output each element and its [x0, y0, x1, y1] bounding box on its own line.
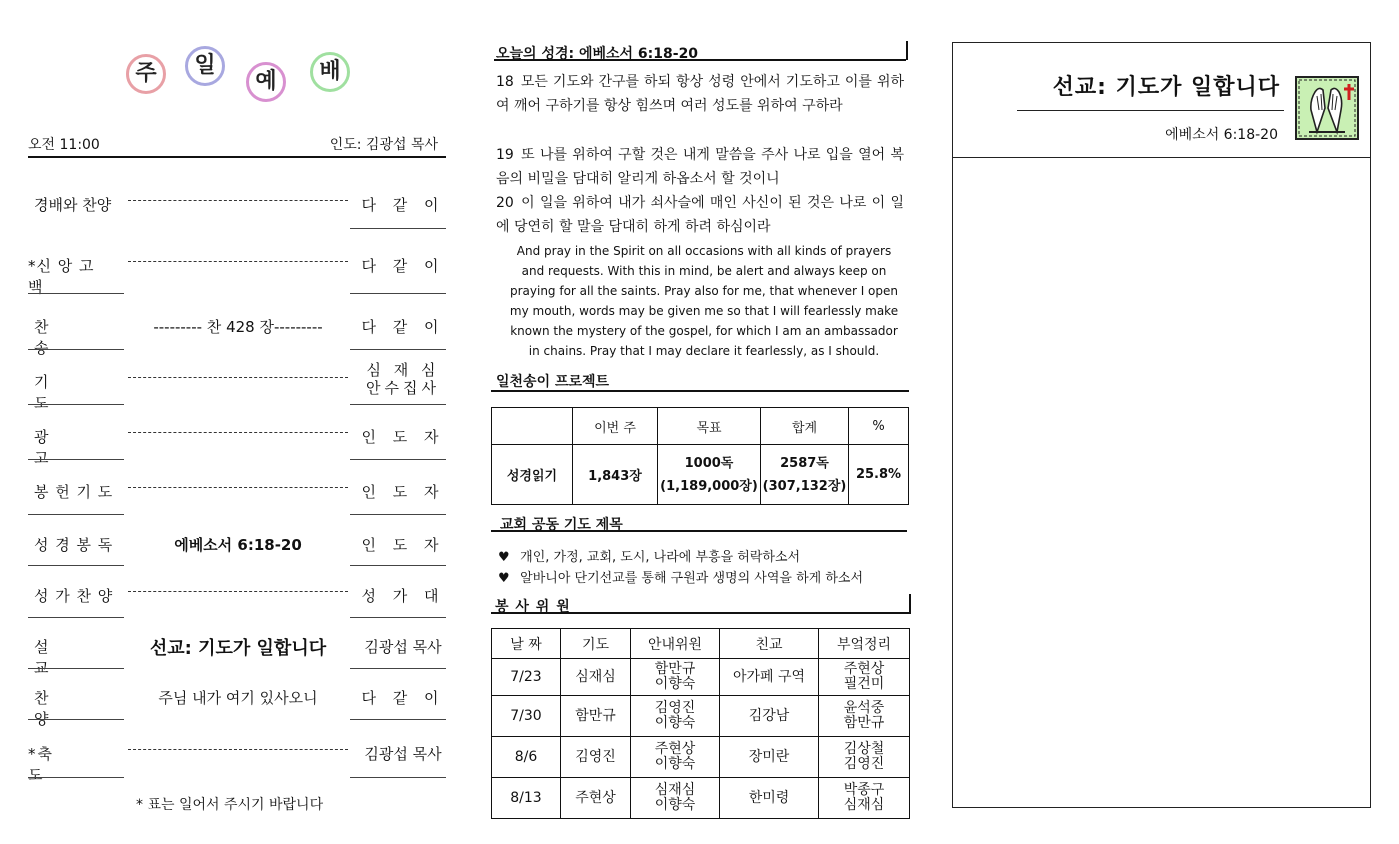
order-item — [28, 422, 446, 467]
order-scripture: 에베소서 6:18-20 — [128, 534, 348, 555]
service-leader: 인도: 김광섭 목사 — [329, 137, 438, 153]
goal-count: 1000독 — [684, 455, 734, 471]
project-table — [491, 407, 909, 505]
divider — [350, 459, 446, 460]
guide-cell: 심재심 이향숙 — [631, 778, 720, 819]
prayer-cell: 함만규 — [561, 696, 631, 737]
prayer-text: 개인, 가정, 교회, 도시, 나라에 부흥을 허락하소서 — [520, 550, 801, 565]
table-header — [492, 408, 573, 445]
total-count: 2587독 — [780, 455, 829, 471]
this-week-cell: 1,843장 — [573, 445, 658, 505]
table-header-row — [492, 629, 910, 659]
divider — [28, 293, 124, 294]
divider — [350, 349, 446, 350]
title-char-1: 주 — [126, 54, 166, 94]
service-heading: 봉 사 위 원 — [495, 599, 571, 615]
praying-hands-icon — [1295, 76, 1359, 140]
fellowship-cell: 한미령 — [720, 778, 819, 819]
heading-underline — [491, 390, 909, 392]
order-who: 김광섭 목사 — [364, 745, 442, 763]
order-hymn: --------- 찬 428 장--------- — [128, 316, 348, 337]
mission-title-rule — [1017, 110, 1284, 111]
order-who: 심 재 심 안수집사 — [366, 361, 440, 397]
divider — [350, 777, 446, 778]
order-dashes — [128, 591, 348, 592]
order-name: *신 앙 고 백 — [28, 257, 95, 296]
table-header: % — [849, 408, 909, 445]
order-name: *축 도 — [28, 745, 54, 784]
fellowship-cell: 장미란 — [720, 737, 819, 778]
divider — [350, 719, 446, 720]
order-name: 설 교 — [34, 638, 51, 677]
order-item — [28, 312, 446, 357]
prayer-item — [498, 546, 800, 565]
order-item — [28, 632, 446, 677]
heading-corner — [906, 41, 908, 60]
goal-cell — [658, 445, 761, 505]
divider — [28, 777, 124, 778]
order-dashes — [128, 487, 348, 488]
service-time-line — [28, 132, 446, 158]
order-item — [28, 530, 446, 560]
divider — [350, 514, 446, 515]
date-cell: 7/30 — [492, 696, 561, 737]
table-row — [492, 659, 910, 696]
divider — [350, 617, 446, 618]
verse-number: 20 — [496, 195, 514, 211]
order-dashes — [128, 261, 348, 262]
prayer-cell: 김영진 — [561, 737, 631, 778]
divider — [28, 459, 124, 460]
table-header: 안내위원 — [631, 629, 720, 659]
heart-icon: ♥ — [498, 571, 510, 586]
kitchen-cell: 윤석중 함만규 — [819, 696, 910, 737]
table-header: 이번 주 — [573, 408, 658, 445]
total-cell — [761, 445, 849, 505]
table-header: 친교 — [720, 629, 819, 659]
divider — [350, 404, 446, 405]
order-dashes — [128, 749, 348, 750]
mission-header-divider — [952, 157, 1370, 158]
order-name: 성 가 찬 양 — [34, 587, 114, 605]
divider — [28, 719, 124, 720]
order-dashes — [128, 377, 348, 378]
percent-cell: 25.8% — [849, 445, 909, 505]
order-who: 인 도 자 — [361, 483, 445, 501]
verse-number: 18 — [496, 74, 514, 90]
order-who: 다 같 이 — [361, 318, 445, 336]
table-header: 부엌정리 — [819, 629, 910, 659]
order-who: 인 도 자 — [361, 428, 445, 446]
prayer-item — [498, 567, 863, 586]
guide-cell: 주현상 이향숙 — [631, 737, 720, 778]
order-name: 광 고 — [34, 428, 51, 467]
table-header: 기도 — [561, 629, 631, 659]
order-name: 찬 송 — [34, 318, 51, 357]
divider — [28, 514, 124, 515]
verse-19 — [496, 143, 904, 191]
order-name: 기 도 — [34, 373, 51, 412]
order-who: 다 같 이 — [361, 257, 445, 275]
table-header: 날 짜 — [492, 629, 561, 659]
verse-18 — [496, 70, 904, 118]
divider — [28, 349, 124, 350]
prayer-cell: 심재심 — [561, 659, 631, 696]
order-item — [28, 190, 446, 220]
verse-text: 모든 기도와 간구를 하되 항상 성령 안에서 기도하고 이를 위하여 깨어 구하기를 항상 힘쓰며 여러 성도를 위하여 구하라 — [496, 74, 905, 114]
divider — [350, 565, 446, 566]
guide-cell: 함만규 이향숙 — [631, 659, 720, 696]
divider — [350, 228, 446, 229]
prayer-cell: 주현상 — [561, 778, 631, 819]
fellowship-cell: 김강남 — [720, 696, 819, 737]
prayer-text: 알바니아 단기선교를 통해 구원과 생명의 사역을 하게 하소서 — [520, 571, 864, 586]
scripture-heading: 오늘의 성경: 에베소서 6:18-20 — [496, 46, 699, 62]
kitchen-cell: 박종구 심재심 — [819, 778, 910, 819]
order-who: 인 도 자 — [361, 536, 445, 554]
english-verse: And pray in the Spirit on all occasions with all kinds of prayers and requests. With this in mind, be alert and always keep on praying for all the saints. Pray also for me, that whenever I open my mouth, words may be given me so that I will fearlessly make known the mystery of the gospel, for which I am an ambassador in chains. Pray that I may declare it fearlessly, as I should. — [509, 244, 899, 358]
goal-pages: (1,189,000장) — [660, 478, 758, 494]
verse-text: 이 일을 위하여 내가 쇠사슬에 매인 사신이 된 것은 나로 이 일에 당연히 할 말을 담대히 하게 하려 하심이라 — [496, 195, 905, 235]
standing-note: * 표는 일어서 주시기 바랍니다 — [136, 797, 324, 813]
mission-title: 선교: 기도가 일합니다 — [1052, 75, 1280, 100]
total-pages: (307,132장) — [762, 478, 847, 494]
table-row — [492, 737, 910, 778]
verse-20 — [496, 191, 904, 239]
row-label: 성경읽기 — [492, 445, 573, 505]
heart-icon: ♥ — [498, 550, 510, 565]
mission-reference: 에베소서 6:18-20 — [1165, 127, 1278, 143]
order-name: 경배와 찬양 — [34, 196, 112, 214]
order-who: 다 같 이 — [361, 196, 445, 214]
order-name: 성 경 봉 독 — [34, 536, 114, 554]
kitchen-cell: 김상철 김영진 — [819, 737, 910, 778]
divider — [28, 565, 124, 566]
title-char-3: 예 — [246, 62, 286, 102]
table-header-row — [492, 408, 909, 445]
title-char-2: 일 — [185, 46, 225, 86]
table-row — [492, 778, 910, 819]
heading-underline — [494, 59, 906, 61]
heading-underline — [491, 612, 909, 614]
order-song: 주님 내가 여기 있사오니 — [128, 687, 348, 708]
heading-underline — [491, 530, 907, 532]
order-item — [28, 581, 446, 611]
order-item — [28, 683, 446, 728]
order-dashes — [128, 200, 348, 201]
table-header: 합계 — [761, 408, 849, 445]
order-item — [28, 251, 446, 296]
table-header: 목표 — [658, 408, 761, 445]
order-item — [28, 477, 446, 507]
guide-cell: 김영진 이향숙 — [631, 696, 720, 737]
kitchen-cell: 주현상 필건미 — [819, 659, 910, 696]
service-table — [491, 628, 910, 819]
table-row — [492, 445, 909, 505]
title-char-4: 배 — [310, 52, 350, 92]
divider — [350, 668, 446, 669]
order-dashes — [128, 432, 348, 433]
order-who: 성 가 대 — [361, 587, 445, 605]
order-who: 김광섭 목사 — [364, 638, 442, 656]
table-row — [492, 696, 910, 737]
order-who: 다 같 이 — [361, 689, 445, 707]
order-name: 찬 양 — [34, 689, 51, 728]
date-cell: 8/6 — [492, 737, 561, 778]
divider — [28, 617, 124, 618]
order-sermon-title: 선교: 기도가 일합니다 — [128, 634, 348, 660]
divider — [28, 404, 124, 405]
service-time: 오전 11:00 — [28, 137, 100, 153]
prayer-heading: 교회 공동 기도 제목 — [500, 517, 623, 533]
divider — [350, 293, 446, 294]
fellowship-cell: 아가페 구역 — [720, 659, 819, 696]
project-heading: 일천송이 프로젝트 — [496, 374, 610, 390]
order-item — [28, 361, 446, 412]
heading-corner — [909, 594, 911, 614]
date-cell: 8/13 — [492, 778, 561, 819]
divider — [28, 668, 124, 669]
order-item — [28, 739, 446, 784]
order-name: 봉 헌 기 도 — [34, 483, 114, 501]
date-cell: 7/23 — [492, 659, 561, 696]
verse-text: 또 나를 위하여 구할 것은 내게 말씀을 주사 나로 입을 열어 복음의 비밀을 담대히 알리게 하옵소서 할 것이니 — [496, 147, 905, 187]
verse-number: 19 — [496, 147, 514, 163]
